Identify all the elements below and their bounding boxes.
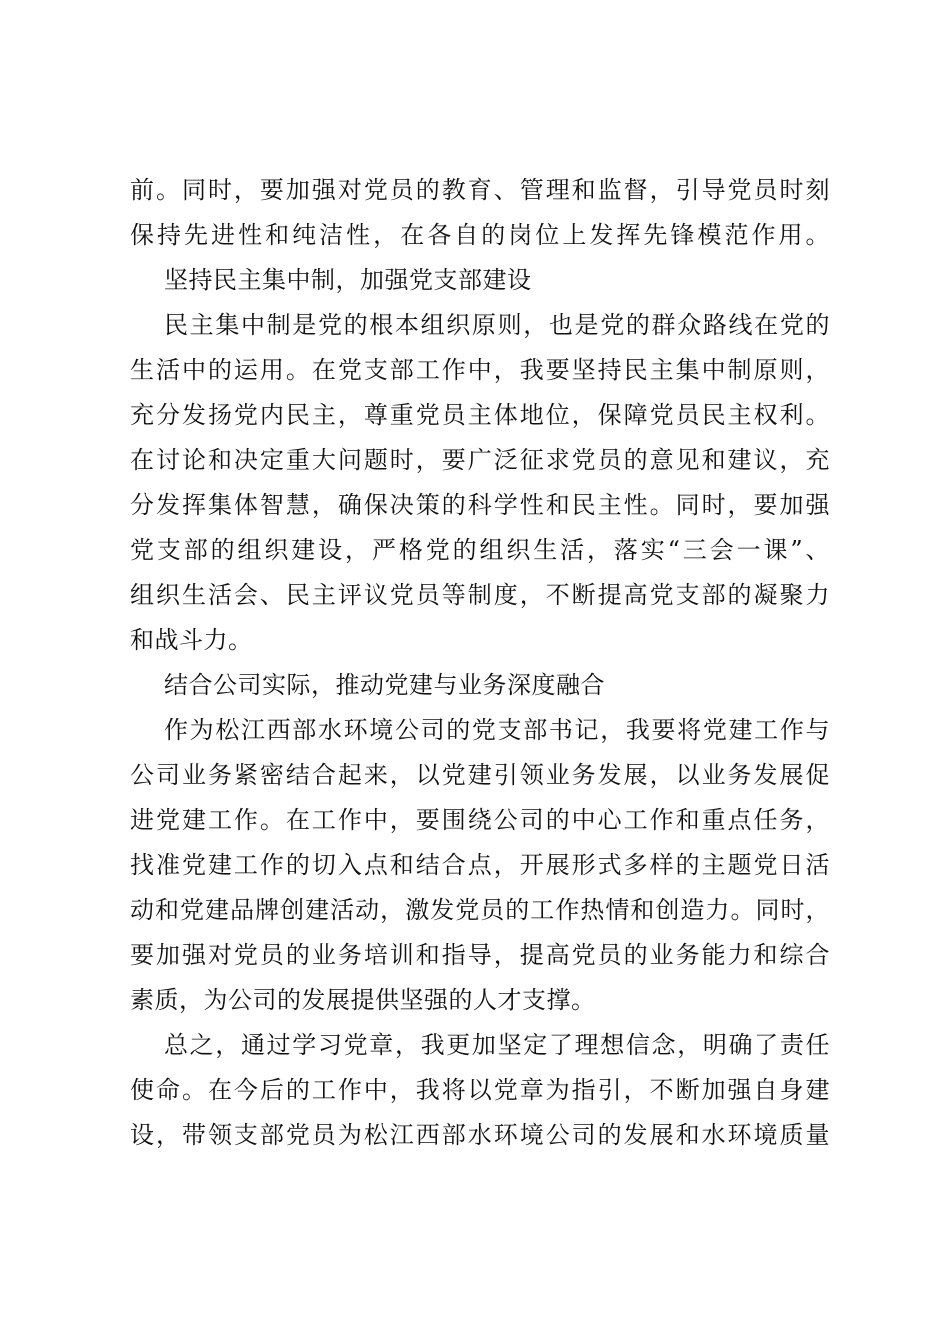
text-line: 组织生活会、民主评议党员等制度，不断提高党支部的凝聚力 [130,581,830,609]
text-line: 充分发扬党内民主，尊重党员主体地位，保障党员民主权利。 [130,401,830,429]
text-line: 保持先进性和纯洁性，在各自的岗位上发挥先锋模范作用。 [130,221,830,249]
text-line: 坚持民主集中制，加强党支部建设 [164,266,532,294]
text-line: 分发挥集体智慧，确保决策的科学性和民主性。同时，要加强 [130,491,830,519]
text-line: 动和党建品牌创建活动，激发党员的工作热情和创造力。同时， [130,896,830,924]
text-line: 民主集中制是党的根本组织原则，也是党的群众路线在党的 [164,311,830,339]
text-line: 总之，通过学习党章，我更加坚定了理想信念，明确了责任 [164,1031,830,1059]
text-line: 公司业务紧密结合起来，以党建引领业务发展，以业务发展促 [130,761,830,789]
text-line: 进党建工作。在工作中，要围绕公司的中心工作和重点任务， [130,806,830,834]
text-line: 设，带领支部党员为松江西部水环境公司的发展和水环境质量 [130,1121,830,1149]
text-line: 和战斗力。 [130,626,253,654]
text-line: 结合公司实际，推动党建与业务深度融合 [164,671,605,699]
document-body [130,168,830,1158]
text-line: 生活中的运用。在党支部工作中，我要坚持民主集中制原则， [130,356,830,384]
text-line: 作为松江西部水环境公司的党支部书记，我要将党建工作与 [164,716,830,744]
text-line: 党支部的组织建设，严格党的组织生活，落实“三会一课”、 [130,536,830,564]
text-line: 在讨论和决定重大问题时，要广泛征求党员的意见和建议，充 [130,446,830,474]
text-line: 使命。在今后的工作中，我将以党章为指引，不断加强自身建 [130,1076,830,1104]
text-line: 前。同时，要加强对党员的教育、管理和监督，引导党员时刻 [130,176,830,204]
text-line: 要加强对党员的业务培训和指导，提高党员的业务能力和综合 [130,941,830,969]
text-line: 找准党建工作的切入点和结合点，开展形式多样的主题党日活 [130,851,830,879]
text-line: 素质，为公司的发展提供坚强的人才支撑。 [130,986,596,1014]
